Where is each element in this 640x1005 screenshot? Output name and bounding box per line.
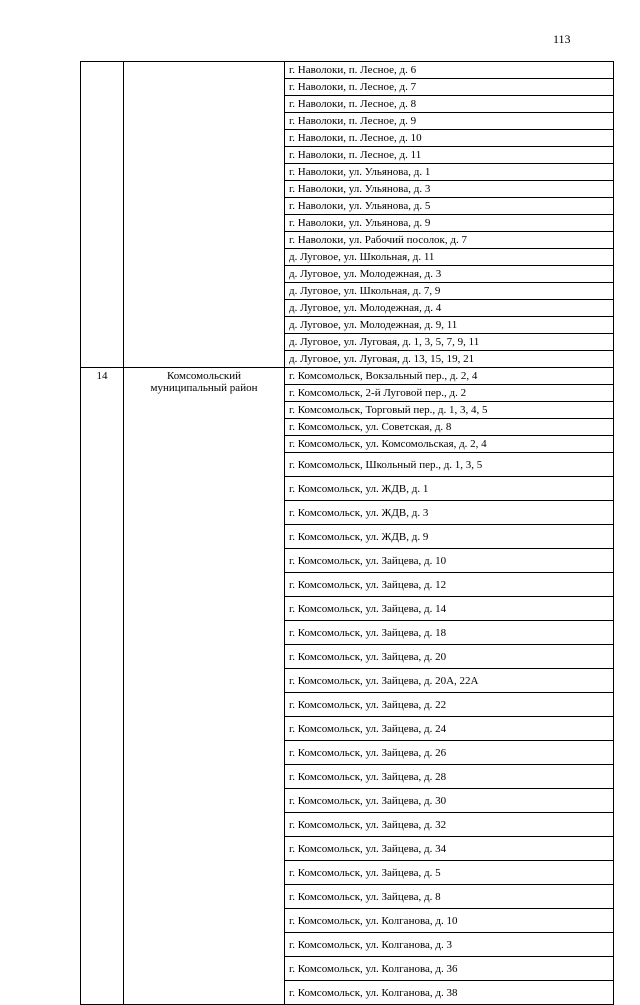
address-cell: г. Комсомольск, ул. Зайцева, д. 8 xyxy=(285,885,614,909)
address-cell: д. Луговое, ул. Луговая, д. 1, 3, 5, 7, 9, 11 xyxy=(285,334,614,351)
address-cell: г. Наволоки, п. Лесное, д. 7 xyxy=(285,79,614,96)
address-cell: г. Комсомольск, ул. Советская, д. 8 xyxy=(285,419,614,436)
district-cell: Комсомольский муниципальный район xyxy=(124,368,285,1005)
address-cell: г. Наволоки, п. Лесное, д. 9 xyxy=(285,113,614,130)
address-cell: д. Луговое, ул. Молодежная, д. 3 xyxy=(285,266,614,283)
address-cell: г. Комсомольск, ул. Зайцева, д. 30 xyxy=(285,789,614,813)
address-cell: г. Комсомольск, ул. ЖДВ, д. 3 xyxy=(285,501,614,525)
address-cell: г. Комсомольск, ул. Зайцева, д. 28 xyxy=(285,765,614,789)
address-cell: г. Комсомольск, ул. Зайцева, д. 22 xyxy=(285,693,614,717)
address-cell: г. Комсомольск, ул. Зайцева, д. 34 xyxy=(285,837,614,861)
address-cell: г. Комсомольск, Школьный пер., д. 1, 3, 5 xyxy=(285,453,614,477)
address-cell: г. Комсомольск, ул. Зайцева, д. 32 xyxy=(285,813,614,837)
address-cell: г. Наволоки, п. Лесное, д. 6 xyxy=(285,62,614,79)
address-cell: г. Комсомольск, Торговый пер., д. 1, 3, 4, 5 xyxy=(285,402,614,419)
address-cell: г. Комсомольск, ул. Зайцева, д. 14 xyxy=(285,597,614,621)
table-row xyxy=(81,368,614,385)
address-cell: г. Наволоки, ул. Ульянова, д. 5 xyxy=(285,198,614,215)
address-cell: г. Комсомольск, 2-й Луговой пер., д. 2 xyxy=(285,385,614,402)
row-number-cell xyxy=(81,62,124,368)
address-cell: г. Комсомольск, ул. Комсомольская, д. 2, 4 xyxy=(285,436,614,453)
address-cell: г. Комсомольск, ул. Зайцева, д. 20 xyxy=(285,645,614,669)
address-cell: г. Наволоки, ул. Ульянова, д. 3 xyxy=(285,181,614,198)
address-cell: г. Наволоки, п. Лесное, д. 11 xyxy=(285,147,614,164)
address-cell: г. Наволоки, п. Лесное, д. 10 xyxy=(285,130,614,147)
table-row xyxy=(81,62,614,79)
address-cell: г. Комсомольск, ул. ЖДВ, д. 1 xyxy=(285,477,614,501)
address-cell: г. Комсомольск, ул. Колганова, д. 3 xyxy=(285,933,614,957)
address-cell: г. Комсомольск, ул. Зайцева, д. 26 xyxy=(285,741,614,765)
address-cell: г. Комсомольск, Вокзальный пер., д. 2, 4 xyxy=(285,368,614,385)
address-cell: г. Комсомольск, ул. Зайцева, д. 12 xyxy=(285,573,614,597)
page-number: 113 xyxy=(553,32,571,46)
address-cell: г. Комсомольск, ул. Зайцева, д. 10 xyxy=(285,549,614,573)
address-cell: г. Комсомольск, ул. Зайцева, д. 5 xyxy=(285,861,614,885)
address-cell: г. Комсомольск, ул. Зайцева, д. 18 xyxy=(285,621,614,645)
address-cell: г. Наволоки, ул. Рабочий посолок, д. 7 xyxy=(285,232,614,249)
address-cell: г. Комсомольск, ул. Зайцева, д. 24 xyxy=(285,717,614,741)
address-cell: г. Комсомольск, ул. ЖДВ, д. 9 xyxy=(285,525,614,549)
address-cell: г. Наволоки, ул. Ульянова, д. 1 xyxy=(285,164,614,181)
address-cell: д. Луговое, ул. Луговая, д. 13, 15, 19, 21 xyxy=(285,351,614,368)
district-cell xyxy=(124,62,285,368)
address-cell: д. Луговое, ул. Школьная, д. 11 xyxy=(285,249,614,266)
address-cell: г. Наволоки, ул. Ульянова, д. 9 xyxy=(285,215,614,232)
address-table xyxy=(80,61,614,1005)
address-cell: г. Комсомольск, ул. Колганова, д. 38 xyxy=(285,981,614,1005)
address-cell: д. Луговое, ул. Молодежная, д. 9, 11 xyxy=(285,317,614,334)
address-cell: д. Луговое, ул. Школьная, д. 7, 9 xyxy=(285,283,614,300)
address-cell: г. Комсомольск, ул. Колганова, д. 36 xyxy=(285,957,614,981)
address-cell: г. Комсомольск, ул. Зайцева, д. 20А, 22А xyxy=(285,669,614,693)
row-number-cell: 14 xyxy=(81,368,124,1005)
address-cell: д. Луговое, ул. Молодежная, д. 4 xyxy=(285,300,614,317)
address-cell: г. Комсомольск, ул. Колганова, д. 10 xyxy=(285,909,614,933)
address-cell: г. Наволоки, п. Лесное, д. 8 xyxy=(285,96,614,113)
